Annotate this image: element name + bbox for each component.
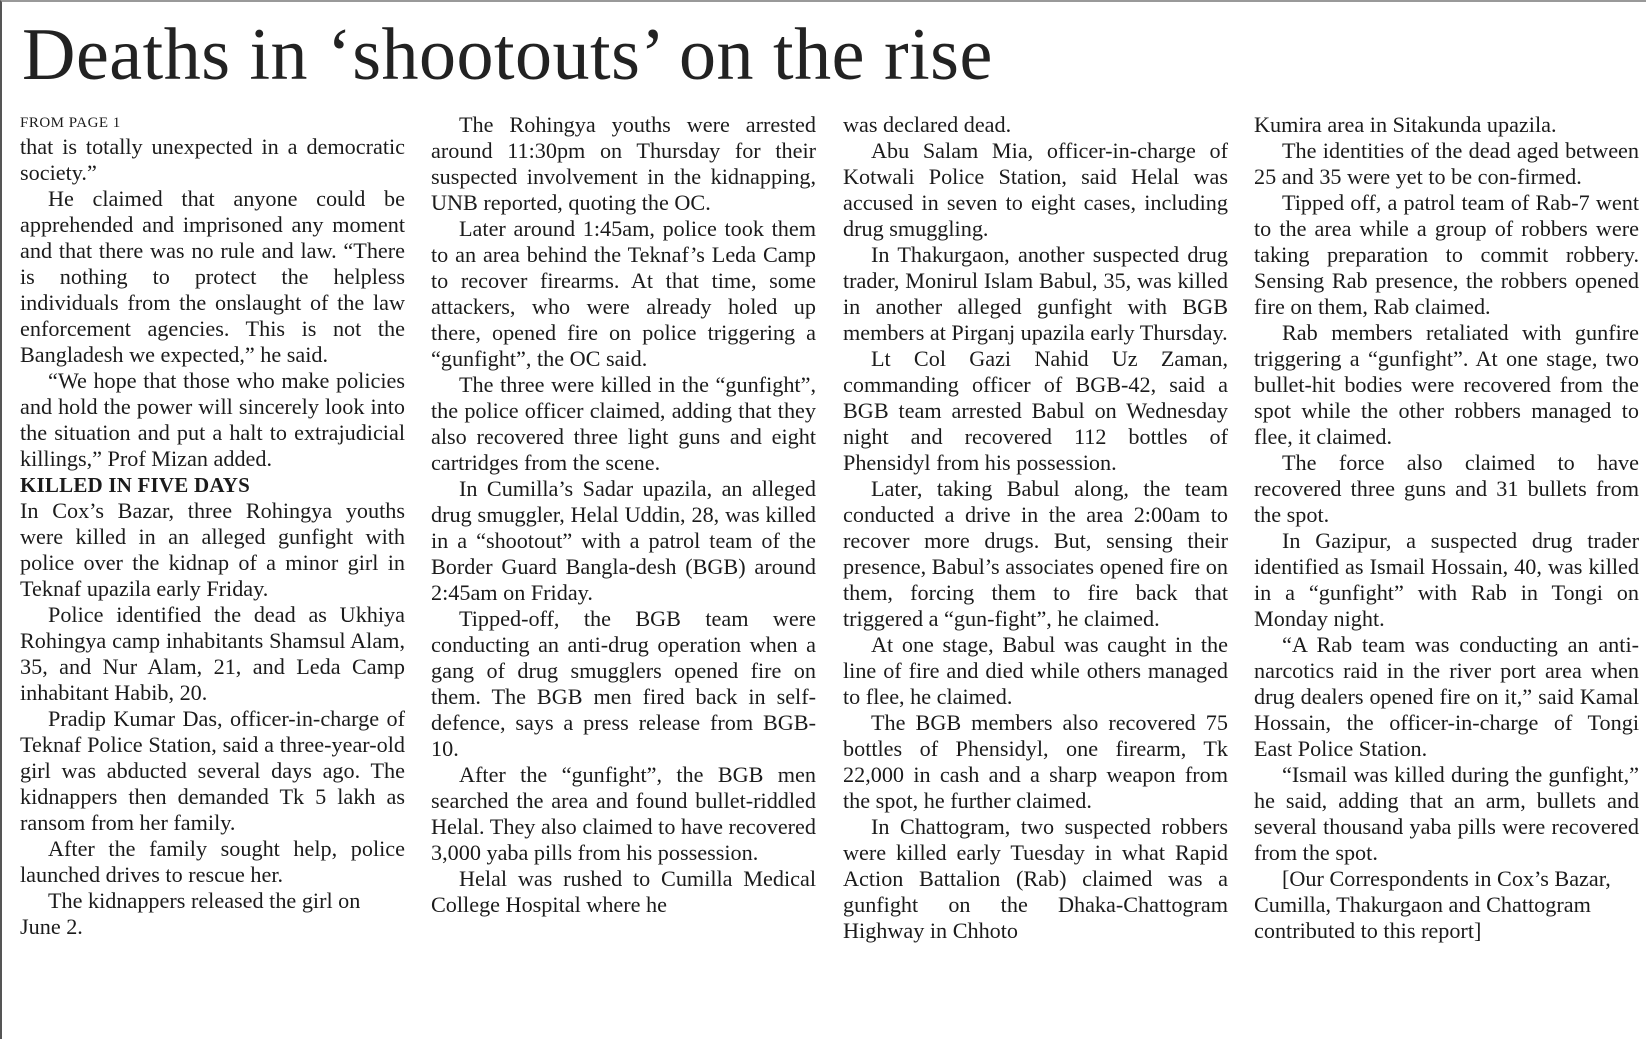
paragraph: In Thakurgaon, another suspected drug trader, Monirul Islam Babul, 35, was killed in another alleged gunfight with BGB members at Pirganj upazila early Thursday. <box>843 242 1228 345</box>
paragraph: “We hope that those who make policies and hold the power will sincerely look into the situation and put a halt to extrajudicial killings,” Prof Mizan added. <box>20 368 405 471</box>
column-1 <box>20 112 405 940</box>
paragraph: In Gazipur, a suspected drug trader identified as Ismail Hossain, 40, was killed in a “gunfight” with Rab in Tongi on Monday night. <box>1254 528 1639 631</box>
paragraph: The identities of the dead aged between 25 and 35 were yet to be con-firmed. <box>1254 138 1639 189</box>
paragraph: In Cox’s Bazar, three Rohingya youths were killed in an alleged gunfight with police over the kidnap of a minor girl in Teknaf upazila early Friday. <box>20 498 405 601</box>
paragraph: The three were killed in the “gunfight”, the police officer claimed, adding that they also recovered three light guns and eight cartridges from the scene. <box>431 372 816 475</box>
column-4 <box>1254 112 1639 944</box>
subhead: KILLED IN FIVE DAYS <box>20 473 251 497</box>
paragraph: Later, taking Babul along, the team conducted a drive in the area 2:00am to recover more drugs. But, sensing their presence, Babul’s associates opened fire on them, forcing them to fire back that triggered a “gun-fight”, he claimed. <box>843 476 1228 631</box>
paragraph: “Ismail was killed during the gunfight,” he said, adding that an arm, bullets and several thousand yaba pills were recovered from the spot. <box>1254 762 1639 865</box>
paragraph: The kidnappers released the girl on June 2. <box>20 888 361 939</box>
paragraph: The force also claimed to have recovered three guns and 31 bullets from the spot. <box>1254 450 1639 527</box>
paragraph: “A Rab team was conducting an anti-narcotics raid in the river port area when drug dealers opened fire on it,” said Kamal Hossain, the officer-in-charge of Tongi East Police Station. <box>1254 632 1639 761</box>
kicker: FROM PAGE 1 <box>20 115 121 131</box>
column-2 <box>431 112 816 918</box>
paragraph: He claimed that anyone could be apprehended and imprisoned any moment and that there was no rule and law. “There is nothing to protect the helpless individuals from the onslaught of the law enforcement agencies. This is not the Bangladesh we expected,” he said. <box>20 186 405 367</box>
paragraph: Abu Salam Mia, officer-in-charge of Kotwali Police Station, said Helal was accused in seven to eight cases, including drug smuggling. <box>843 138 1228 241</box>
paragraph: Pradip Kumar Das, officer-in-charge of Teknaf Police Station, said a three-year-old girl was abducted several days ago. The kidnappers then demanded Tk 5 lakh as ransom from her family. <box>20 706 405 835</box>
column-3 <box>843 112 1228 944</box>
paragraph: Later around 1:45am, police took them to an area behind the Teknaf’s Leda Camp to recover firearms. At that time, some attackers, who were already holed up there, opened fire on police triggering a “gunfight”, the OC said. <box>431 216 816 371</box>
paragraph: The BGB members also recovered 75 bottles of Phensidyl, one firearm, Tk 22,000 in cash and a sharp weapon from the spot, he further claimed. <box>843 710 1228 813</box>
paragraph: In Cumilla’s Sadar upazila, an alleged drug smuggler, Helal Uddin, 28, was killed in a “shootout” with a patrol team of the Border Guard Bangla-desh (BGB) around 2:45am on Friday. <box>431 476 816 605</box>
paragraph: Police identified the dead as Ukhiya Rohingya camp inhabitants Shamsul Alam, 35, and Nur Alam, 21, and Leda Camp inhabitant Habib, 20. <box>20 602 405 705</box>
paragraph: After the “gunfight”, the BGB men searched the area and found bullet-riddled Helal. They also claimed to have recovered 3,000 yaba pills from his possession. <box>431 762 816 865</box>
paragraph: that is totally unexpected in a democratic society.” <box>20 134 405 185</box>
paragraph: Tipped-off, the BGB team were conducting an anti-drug operation when a gang of drug smugglers opened fire on them. The BGB men fired back in self-defence, says a press release from BGB-10. <box>431 606 816 761</box>
paragraph: In Chattogram, two suspected robbers were killed early Tuesday in what Rapid Action Battalion (Rab) claimed was a gunfight on the Dhaka-Chattogram Highway in Chhoto <box>843 814 1228 943</box>
paragraph: Helal was rushed to Cumilla Medical College Hospital where he <box>431 866 816 917</box>
paragraph: Lt Col Gazi Nahid Uz Zaman, commanding officer of BGB-42, said a BGB team arrested Babul on Wednesday night and recovered 112 bottles of Phensidyl from his possession. <box>843 346 1228 475</box>
paragraph: After the family sought help, police launched drives to rescue her. <box>20 836 405 887</box>
paragraph: was declared dead. <box>843 112 1012 137</box>
paragraph: The Rohingya youths were arrested around 11:30pm on Thursday for their suspected involvement in the kidnapping, UNB reported, quoting the OC. <box>431 112 816 215</box>
paragraph: [Our Correspondents in Cox’s Bazar, Cumilla, Thakurgaon and Chattogram contributed to this report] <box>1254 866 1611 943</box>
paragraph: Tipped off, a patrol team of Rab-7 went to the area while a group of robbers were taking preparation to commit robbery. Sensing Rab presence, the robbers opened fire on them, Rab claimed. <box>1254 190 1639 319</box>
paragraph: Kumira area in Sitakunda upazila. <box>1254 112 1557 137</box>
paragraph: Rab members retaliated with gunfire triggering a “gunfight”. At one stage, two bullet-hit bodies were recovered from the spot while the other robbers managed to flee, it claimed. <box>1254 320 1639 449</box>
paragraph: At one stage, Babul was caught in the line of fire and died while others managed to flee, he claimed. <box>843 632 1228 709</box>
headline: Deaths in ‘shootouts’ on the rise <box>22 14 993 96</box>
